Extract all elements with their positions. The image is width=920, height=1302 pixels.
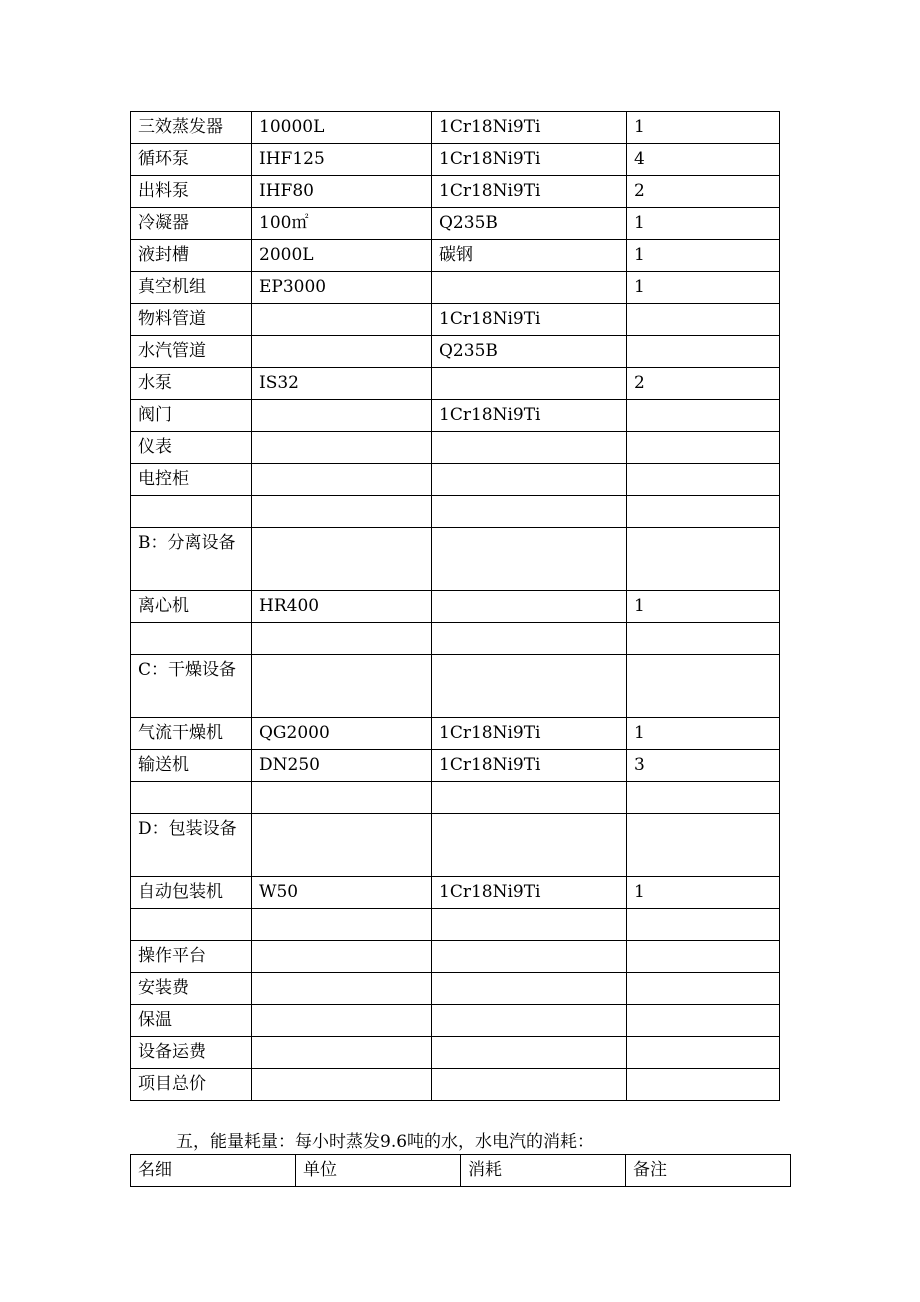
table-cell — [432, 1069, 627, 1101]
table-cell: B：分离设备 — [131, 528, 252, 591]
equipment-table-body — [131, 112, 780, 1101]
table-cell — [627, 528, 780, 591]
table-cell — [627, 1069, 780, 1101]
table-cell: Q235B — [432, 336, 627, 368]
table-cell: 输送机 — [131, 750, 252, 782]
table-cell — [252, 336, 432, 368]
table-row — [131, 655, 780, 718]
table-cell: 三效蒸发器 — [131, 112, 252, 144]
table-cell — [252, 496, 432, 528]
table-cell — [432, 272, 627, 304]
table-cell: 循环泵 — [131, 144, 252, 176]
table-row — [131, 591, 780, 623]
table-cell: 真空机组 — [131, 272, 252, 304]
table-row — [131, 973, 780, 1005]
table-cell — [432, 655, 627, 718]
table-cell: 离心机 — [131, 591, 252, 623]
table-row — [131, 208, 780, 240]
table-cell — [627, 973, 780, 1005]
table-cell: 2 — [627, 176, 780, 208]
equipment-table — [130, 111, 780, 1101]
table-cell — [252, 782, 432, 814]
table-cell — [252, 464, 432, 496]
table-cell — [432, 496, 627, 528]
table-cell — [627, 304, 780, 336]
table-cell — [252, 909, 432, 941]
table-cell: 4 — [627, 144, 780, 176]
table-cell: QG2000 — [252, 718, 432, 750]
table-row — [131, 176, 780, 208]
table-cell: 操作平台 — [131, 941, 252, 973]
table-row — [131, 1069, 780, 1101]
table-cell — [432, 1005, 627, 1037]
table-cell — [432, 528, 627, 591]
table-cell: IHF80 — [252, 176, 432, 208]
table-cell: 设备运费 — [131, 1037, 252, 1069]
table-cell — [627, 814, 780, 877]
table-cell — [252, 1037, 432, 1069]
table-row — [131, 941, 780, 973]
table-cell: 自动包装机 — [131, 877, 252, 909]
table-cell: 1Cr18Ni9Ti — [432, 144, 627, 176]
table-cell — [432, 941, 627, 973]
table-cell: 1Cr18Ni9Ti — [432, 112, 627, 144]
energy-header-row — [131, 1155, 791, 1187]
table-cell — [252, 432, 432, 464]
section-heading: 五，能量耗量：每小时蒸发9.6吨的水，水电汽的消耗： — [176, 1132, 595, 1152]
table-cell: 项目总价 — [131, 1069, 252, 1101]
table-cell — [252, 814, 432, 877]
table-row — [131, 750, 780, 782]
table-cell: DN250 — [252, 750, 432, 782]
table-cell — [432, 623, 627, 655]
table-cell: EP3000 — [252, 272, 432, 304]
table-cell: 冷凝器 — [131, 208, 252, 240]
table-cell: W50 — [252, 877, 432, 909]
table-row — [131, 1037, 780, 1069]
table-cell: 1Cr18Ni9Ti — [432, 400, 627, 432]
table-row — [131, 432, 780, 464]
table-cell: 1 — [627, 718, 780, 750]
table-cell — [627, 496, 780, 528]
table-row — [131, 528, 780, 591]
table-row — [131, 496, 780, 528]
table-cell: 水泵 — [131, 368, 252, 400]
table-row — [131, 400, 780, 432]
table-cell — [432, 464, 627, 496]
table-cell: 阀门 — [131, 400, 252, 432]
table-cell: 1 — [627, 208, 780, 240]
table-cell: 保温 — [131, 1005, 252, 1037]
table-cell — [252, 400, 432, 432]
table-row — [131, 1005, 780, 1037]
table-cell — [627, 400, 780, 432]
table-cell — [252, 1005, 432, 1037]
table-row — [131, 336, 780, 368]
table-cell — [627, 941, 780, 973]
table-row — [131, 464, 780, 496]
table-row — [131, 368, 780, 400]
table-cell — [252, 655, 432, 718]
table-cell: 1 — [627, 877, 780, 909]
table-cell — [432, 973, 627, 1005]
table-cell — [131, 909, 252, 941]
table-cell: Q235B — [432, 208, 627, 240]
table-cell — [252, 528, 432, 591]
table-cell — [627, 464, 780, 496]
table-cell — [131, 782, 252, 814]
table-cell: D：包装设备 — [131, 814, 252, 877]
table-cell — [627, 623, 780, 655]
table-cell: 仪表 — [131, 432, 252, 464]
table-cell: 物料管道 — [131, 304, 252, 336]
energy-header-cell: 名细 — [131, 1155, 296, 1187]
energy-header-cell: 消耗 — [461, 1155, 626, 1187]
table-row — [131, 909, 780, 941]
table-cell: 1Cr18Ni9Ti — [432, 304, 627, 336]
table-cell: 1Cr18Ni9Ti — [432, 176, 627, 208]
table-cell: 1 — [627, 112, 780, 144]
table-cell — [627, 655, 780, 718]
table-cell — [432, 782, 627, 814]
table-cell — [432, 909, 627, 941]
table-cell: 水汽管道 — [131, 336, 252, 368]
table-row — [131, 112, 780, 144]
table-row — [131, 144, 780, 176]
table-cell — [252, 623, 432, 655]
table-row — [131, 272, 780, 304]
table-cell: 碳钢 — [432, 240, 627, 272]
table-cell — [252, 1069, 432, 1101]
table-cell — [627, 782, 780, 814]
table-row — [131, 814, 780, 877]
table-cell — [432, 814, 627, 877]
table-cell: 3 — [627, 750, 780, 782]
table-row — [131, 623, 780, 655]
table-cell: 1 — [627, 591, 780, 623]
table-cell: 10000L — [252, 112, 432, 144]
table-cell: 1Cr18Ni9Ti — [432, 877, 627, 909]
table-cell: 电控柜 — [131, 464, 252, 496]
table-cell: C：干燥设备 — [131, 655, 252, 718]
table-cell — [131, 623, 252, 655]
table-row — [131, 240, 780, 272]
table-cell: 气流干燥机 — [131, 718, 252, 750]
table-cell: IHF125 — [252, 144, 432, 176]
table-row — [131, 877, 780, 909]
table-cell: 1Cr18Ni9Ti — [432, 750, 627, 782]
energy-header-cell: 单位 — [296, 1155, 461, 1187]
table-cell: IS32 — [252, 368, 432, 400]
table-cell: 2000L — [252, 240, 432, 272]
table-cell — [627, 336, 780, 368]
table-cell — [432, 591, 627, 623]
table-cell — [252, 941, 432, 973]
table-cell: 2 — [627, 368, 780, 400]
table-cell — [131, 496, 252, 528]
table-row — [131, 782, 780, 814]
table-cell — [627, 909, 780, 941]
table-row — [131, 718, 780, 750]
table-row — [131, 304, 780, 336]
table-cell — [252, 304, 432, 336]
table-cell — [432, 1037, 627, 1069]
table-cell: 液封槽 — [131, 240, 252, 272]
table-cell — [252, 973, 432, 1005]
table-cell: 1Cr18Ni9Ti — [432, 718, 627, 750]
table-cell: 1 — [627, 240, 780, 272]
energy-header-cell: 备注 — [626, 1155, 791, 1187]
table-cell: 安装费 — [131, 973, 252, 1005]
energy-table — [130, 1154, 791, 1187]
table-cell — [627, 432, 780, 464]
table-cell: HR400 — [252, 591, 432, 623]
table-cell — [627, 1005, 780, 1037]
table-cell: 1 — [627, 272, 780, 304]
table-cell: 出料泵 — [131, 176, 252, 208]
table-cell: 100㎡ — [252, 208, 432, 240]
table-cell — [432, 432, 627, 464]
table-cell — [432, 368, 627, 400]
table-cell — [627, 1037, 780, 1069]
